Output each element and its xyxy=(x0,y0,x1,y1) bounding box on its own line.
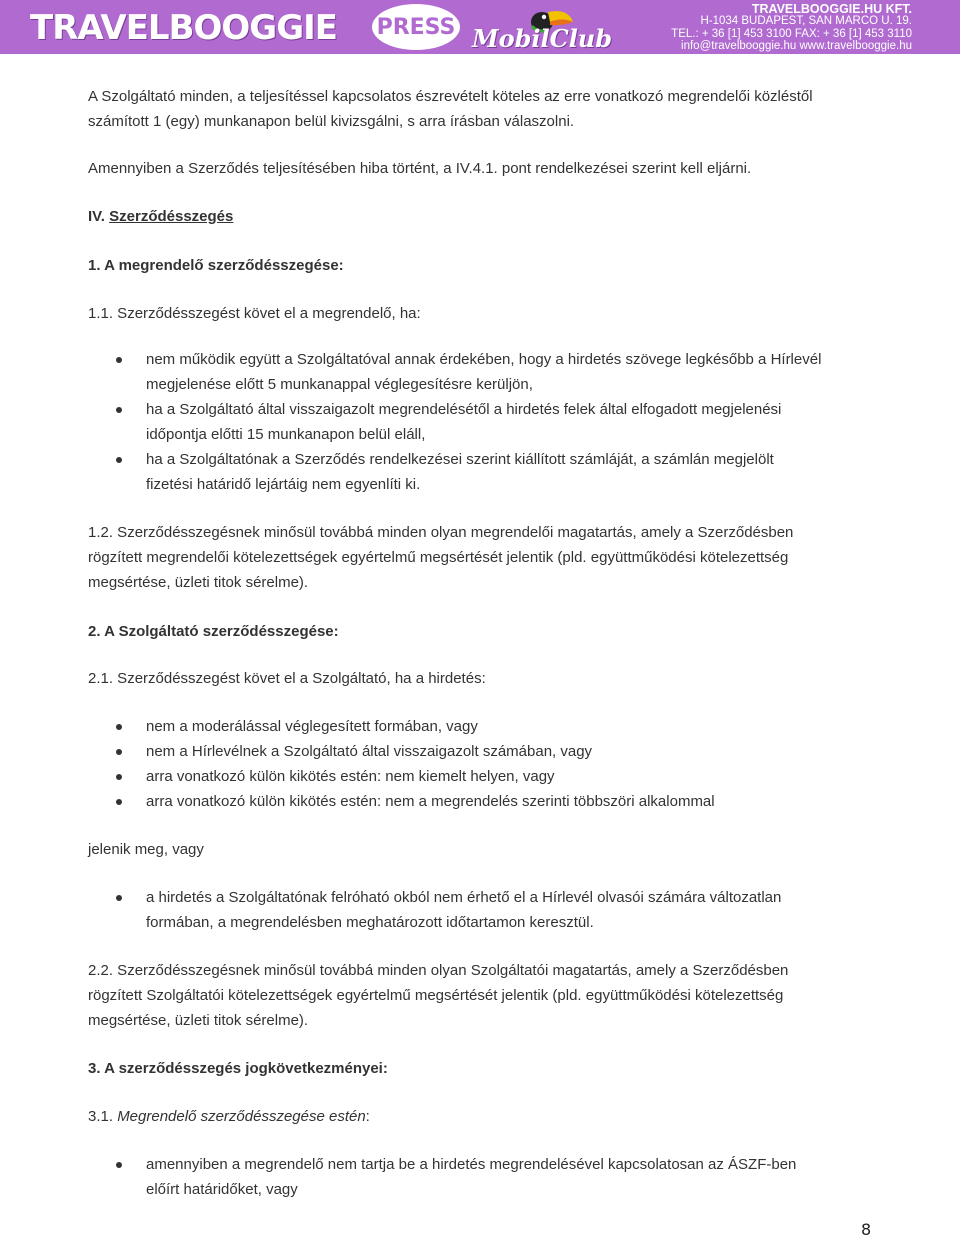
text-line: megsértése, üzleti titok sérelme). xyxy=(88,574,309,591)
heading-consequences: 3. A szerződésszegés jogkövetkezményei: xyxy=(88,1060,388,1077)
list-item: arra vonatkozó külön kikötés estén: nem kiemelt helyen, vagy xyxy=(146,768,555,785)
clause-number: 3.1. xyxy=(88,1108,118,1125)
text-line: rögzített megrendelői kötelezettségek egyértelmű megsértését jelentik (pld. együttműködési kötelezettség xyxy=(88,549,789,566)
list-item xyxy=(146,1152,878,1202)
list-item xyxy=(146,447,878,497)
list-item xyxy=(146,347,878,397)
text-line: a hirdetés a Szolgáltatónak felróható okból nem érhető el a Hírlevél olvasói számára változatlan xyxy=(146,889,782,906)
list-item xyxy=(146,397,878,447)
section-title: Szerződésszegés xyxy=(109,208,234,225)
text-line: nem működik együtt a Szolgáltatóval annak érdekében, hogy a hirdetés szövege legkésőbb a Hírlevél xyxy=(146,351,822,368)
text-line: előírt határidőket, vagy xyxy=(146,1181,298,1198)
text-line: amennyiben a megrendelő nem tartja be a hirdetés megrendelésével kapcsolatosan az ÁSZF-ben xyxy=(146,1156,797,1173)
paragraph-1-1: 1.1. Szerződésszegést követ el a megrendelő, ha: xyxy=(88,305,421,322)
header-banner xyxy=(0,0,960,54)
heading-provider-breach: 2. A Szolgáltató szerződésszegése: xyxy=(88,623,339,640)
paragraph-2-1: 2.1. Szerződésszegést követ el a Szolgáltató, ha a hirdetés: xyxy=(88,670,486,687)
bullet xyxy=(116,724,122,730)
text-line: ha a Szolgáltató által visszaigazolt megrendelésétől a hirdetés felek által elfogadott megjelenési xyxy=(146,401,782,418)
section-number: IV. xyxy=(88,208,105,225)
company-info xyxy=(671,3,912,52)
clause-title: Megrendelő szerződésszegése estén xyxy=(117,1108,366,1125)
text-line: megsértése, üzleti titok sérelme). xyxy=(88,1012,309,1029)
text-line: időpontja előtti 15 munkanapon belül eláll, xyxy=(146,426,426,443)
heading-customer-breach: 1. A megrendelő szerződésszegése: xyxy=(88,257,344,274)
bullet xyxy=(116,407,122,413)
bullet xyxy=(116,895,122,901)
list-item xyxy=(146,885,878,935)
text-line: 2.2. Szerződésszegésnek minősül továbbá minden olyan Szolgáltatói magatartás, amely a Szerződésben xyxy=(88,962,789,979)
text-line: megjelenése előtt 5 munkanappal véglegesítésre kerüljön, xyxy=(146,376,533,393)
press-logo-text: PRESS xyxy=(376,14,456,40)
clause-colon: : xyxy=(365,1108,370,1125)
bullet xyxy=(116,774,122,780)
paragraph-2-2 xyxy=(88,958,878,1033)
text-line: ha a Szolgáltatónak a Szerződés rendelkezései szerint kiállított számláját, a számlán megjelölt xyxy=(146,451,774,468)
text-line: formában, a megrendelésben meghatározott időtartamon keresztül. xyxy=(146,914,594,931)
travelbooggie-logo: TRAVELBOOGGIE xyxy=(30,8,337,48)
press-logo xyxy=(372,4,460,50)
bullet xyxy=(116,357,122,363)
text-line: A Szolgáltató minden, a teljesítéssel kapcsolatos észrevételt köteles az erre vonatkozó megrendelői közléstől xyxy=(88,88,813,105)
mobilclub-logo xyxy=(470,4,638,53)
paragraph-error-handling: Amennyiben a Szerződés teljesítésében hiba történt, a IV.4.1. pont rendelkezései szerint kell eljárni. xyxy=(88,160,752,177)
list-item: nem a Hírlevélnek a Szolgáltató által visszaigazolt számában, vagy xyxy=(146,743,593,760)
list-item: nem a moderálással véglegesített formában, vagy xyxy=(146,718,478,735)
paragraph-1-2 xyxy=(88,520,878,595)
company-phone: TEL.: + 36 [1] 453 3100 FAX: + 36 [1] 453 3110 xyxy=(671,27,912,40)
bullet xyxy=(116,1162,122,1168)
bullet xyxy=(116,799,122,805)
bullet xyxy=(116,457,122,463)
text-line: 1.2. Szerződésszegésnek minősül továbbá minden olyan megrendelői magatartás, amely a Szerződésben xyxy=(88,524,794,541)
company-address: H-1034 BUDAPEST, SAN MARCO U. 19. xyxy=(700,15,912,28)
paragraph-jelenik: jelenik meg, vagy xyxy=(88,841,204,858)
section-heading-iv xyxy=(88,204,878,229)
company-contact: info@travelbooggie.hu www.travelbooggie.hu xyxy=(681,39,912,52)
text-line: számított 1 (egy) munkanapon belül kivizsgálni, s arra írásban válaszolni. xyxy=(88,113,575,130)
text-line: rögzített Szolgáltatói kötelezettségek egyértelmű megsértését jelentik (pld. együttműködési kötelezettség xyxy=(88,987,784,1004)
page-number: 8 xyxy=(861,1220,872,1239)
text-line: fizetési határidő lejártáig nem egyenlíti ki. xyxy=(146,476,421,493)
company-name: TRAVELBOOGGIE.HU KFT. xyxy=(751,2,912,16)
paragraph-3-1 xyxy=(88,1104,878,1129)
list-item: arra vonatkozó külön kikötés estén: nem a megrendelés szerinti többszöri alkalommal xyxy=(146,793,715,810)
bullet xyxy=(116,749,122,755)
mobilclub-logo-text: MobilClub xyxy=(472,24,613,53)
paragraph-intro xyxy=(88,84,878,134)
